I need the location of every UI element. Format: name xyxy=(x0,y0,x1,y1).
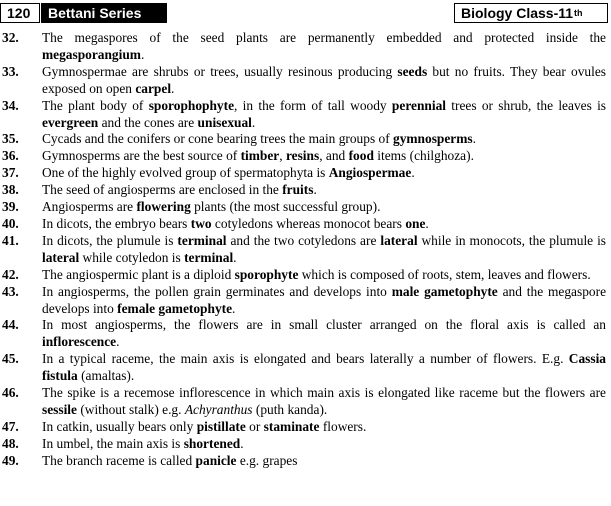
item-text xyxy=(42,131,606,148)
item-number: 41. xyxy=(2,232,19,248)
numbered-list xyxy=(0,30,611,470)
list-item xyxy=(0,419,611,436)
page-header xyxy=(0,0,611,26)
text-run: . xyxy=(425,215,429,231)
text-run: . xyxy=(116,334,120,350)
bold-term: Angiospermae xyxy=(328,165,412,181)
item-number: 39. xyxy=(2,199,19,215)
item-number: 45. xyxy=(2,351,19,367)
bold-term: unisexual xyxy=(197,114,252,130)
list-item xyxy=(0,317,611,351)
bold-term: terminal xyxy=(177,232,227,248)
item-number: 40. xyxy=(2,215,19,231)
item-number: 32. xyxy=(2,30,19,45)
bold-term: megasporangium xyxy=(42,46,141,62)
bold-term: evergreen xyxy=(42,114,99,130)
bold-term: terminal xyxy=(184,249,234,265)
text-run: The seed of angiosperms are enclosed in the xyxy=(42,182,283,198)
list-item xyxy=(0,284,611,318)
bold-term: pistillate xyxy=(196,418,246,434)
item-text xyxy=(42,317,606,351)
bold-term: timber xyxy=(240,148,280,164)
bold-term: seeds xyxy=(397,63,428,79)
item-number: 47. xyxy=(2,418,19,434)
text-run: Gymnospermae are shrubs or trees, usually resinous producing xyxy=(42,63,398,79)
bold-term: perennial xyxy=(391,97,446,113)
text-run: (without stalk) e.g. xyxy=(76,401,185,417)
bold-term: carpel xyxy=(135,80,172,96)
list-item xyxy=(0,453,611,470)
bold-term: shortened xyxy=(183,435,241,451)
list-item xyxy=(0,199,611,216)
list-item xyxy=(0,148,611,165)
text-run: , and xyxy=(319,148,349,164)
text-run: The plant body of xyxy=(42,97,149,113)
item-text xyxy=(42,385,606,419)
text-run: One of the highly evolved group of spermatophyta is xyxy=(42,165,329,181)
text-run: . xyxy=(171,80,175,96)
text-run: e.g. grapes xyxy=(236,452,298,468)
item-text xyxy=(42,436,606,453)
text-run: while in monocots, the plumule is xyxy=(417,232,607,248)
item-number: 42. xyxy=(2,266,19,282)
list-item xyxy=(0,233,611,267)
text-run: . xyxy=(313,182,317,198)
item-text xyxy=(42,199,606,216)
item-number: 46. xyxy=(2,385,19,401)
text-run: The megaspores of the seed plants are permanently embedded and protected inside the xyxy=(42,30,606,45)
bold-term: sporophophyte xyxy=(148,97,235,113)
text-run: , xyxy=(279,148,286,164)
bold-term: staminate xyxy=(263,418,320,434)
text-run: which is composed of roots, stem, leaves and flowers. xyxy=(298,266,591,282)
bold-term: male gametophyte xyxy=(391,283,498,299)
list-item xyxy=(0,182,611,199)
list-item xyxy=(0,30,611,64)
text-run: In angiosperms, the pollen grain germinates and develops into xyxy=(42,283,392,299)
text-run: Angiosperms are xyxy=(42,199,137,215)
text-run: . xyxy=(251,114,256,130)
list-item xyxy=(0,436,611,453)
item-number: 48. xyxy=(2,435,19,451)
text-run: items (chilghoza). xyxy=(373,148,474,164)
text-run: In dicots, the embryo bears xyxy=(42,215,191,231)
text-run: The branch raceme is called xyxy=(42,452,196,468)
bold-term: sporophyte xyxy=(234,266,299,282)
text-run: while cotyledon is xyxy=(79,249,185,265)
class-label-superscript: th xyxy=(574,8,583,18)
list-item xyxy=(0,131,611,148)
item-text xyxy=(42,165,606,182)
item-number: 35. xyxy=(2,131,19,147)
item-number: 38. xyxy=(2,182,19,198)
item-number: 37. xyxy=(2,165,19,181)
list-item xyxy=(0,267,611,284)
bold-term: flowering xyxy=(136,199,191,215)
series-title: Bettani Series xyxy=(41,3,167,23)
item-text xyxy=(42,98,606,132)
text-run: Cycads and the conifers or cone bearing trees the main groups of xyxy=(42,131,394,147)
item-text xyxy=(42,453,606,470)
text-run: . xyxy=(240,435,244,451)
text-run: (puth kanda). xyxy=(252,401,328,417)
bold-term: fruits xyxy=(282,182,314,198)
text-run: In umbel, the main axis is xyxy=(42,435,184,451)
class-label xyxy=(454,3,608,23)
bold-term: Cassia fistula xyxy=(42,351,606,384)
bold-term: panicle xyxy=(195,452,237,468)
item-text xyxy=(42,182,606,199)
text-run: or xyxy=(245,418,264,434)
bold-term: one xyxy=(405,215,426,231)
item-number: 36. xyxy=(2,148,19,164)
item-text xyxy=(42,284,606,318)
item-text xyxy=(42,64,606,98)
item-number: 33. xyxy=(2,63,19,79)
text-run: In a typical raceme, the main axis is elongated and bears laterally a number of flowers. E.g. xyxy=(42,351,569,367)
text-run: cotyledons whereas monocot bears xyxy=(211,215,406,231)
item-number: 43. xyxy=(2,283,19,299)
text-run: . xyxy=(232,300,236,316)
bold-term: gymnosperms xyxy=(393,131,473,147)
text-run: plants (the most successful group). xyxy=(190,199,381,215)
list-item xyxy=(0,216,611,233)
text-run: trees or shrub, the leaves is xyxy=(446,97,607,113)
text-run: In most angiosperms, the flowers are in small cluster arranged on the floral axis is called an xyxy=(42,317,606,333)
item-number: 49. xyxy=(2,452,19,468)
text-run: The angiospermic plant is a diploid xyxy=(42,266,235,282)
list-item xyxy=(0,98,611,132)
text-run: . xyxy=(233,249,237,265)
bold-term: sessile xyxy=(42,401,77,417)
item-number: 34. xyxy=(2,97,19,113)
item-text xyxy=(42,216,606,233)
text-run: In dicots, the plumule is xyxy=(42,232,178,248)
item-text xyxy=(42,30,606,64)
list-item xyxy=(0,351,611,385)
text-run: . xyxy=(140,46,145,62)
bold-term: food xyxy=(348,148,374,164)
text-run: and the megaspore develops into xyxy=(42,283,607,316)
text-run: and the cones are xyxy=(98,114,198,130)
item-number: 44. xyxy=(2,317,19,333)
item-text xyxy=(42,419,606,436)
bold-term: female gametophyte xyxy=(117,300,233,316)
bold-term: two xyxy=(190,215,212,231)
bold-term: lateral xyxy=(380,232,418,248)
text-run: In catkin, usually bears only xyxy=(42,418,197,434)
list-item xyxy=(0,385,611,419)
item-text xyxy=(42,233,606,267)
item-text xyxy=(42,351,606,385)
bold-term: lateral xyxy=(42,249,80,265)
italic-term: Achyranthus xyxy=(184,401,253,417)
text-run: but no fruits. They bear ovules exposed on open xyxy=(42,63,606,96)
text-run: Gymnosperms are the best source of xyxy=(42,148,241,164)
bold-term: resins xyxy=(285,148,320,164)
bold-term: inflorescence xyxy=(42,334,117,350)
text-run: flowers. xyxy=(319,418,367,434)
list-item xyxy=(0,165,611,182)
class-label-text: Biology Class-11 xyxy=(461,5,574,21)
text-run: The spike is a recemose inflorescence in which main axis is elongated like raceme but the flowers are xyxy=(42,385,606,401)
text-run: . xyxy=(411,165,415,181)
text-run: and the two cotyledons are xyxy=(226,232,381,248)
text-run: , in the form of tall woody xyxy=(234,97,392,113)
text-run: (amaltas). xyxy=(77,368,135,384)
text-run: . xyxy=(472,131,476,147)
list-item xyxy=(0,64,611,98)
page-number: 120 xyxy=(0,3,40,23)
item-text xyxy=(42,267,606,284)
item-text xyxy=(42,148,606,165)
